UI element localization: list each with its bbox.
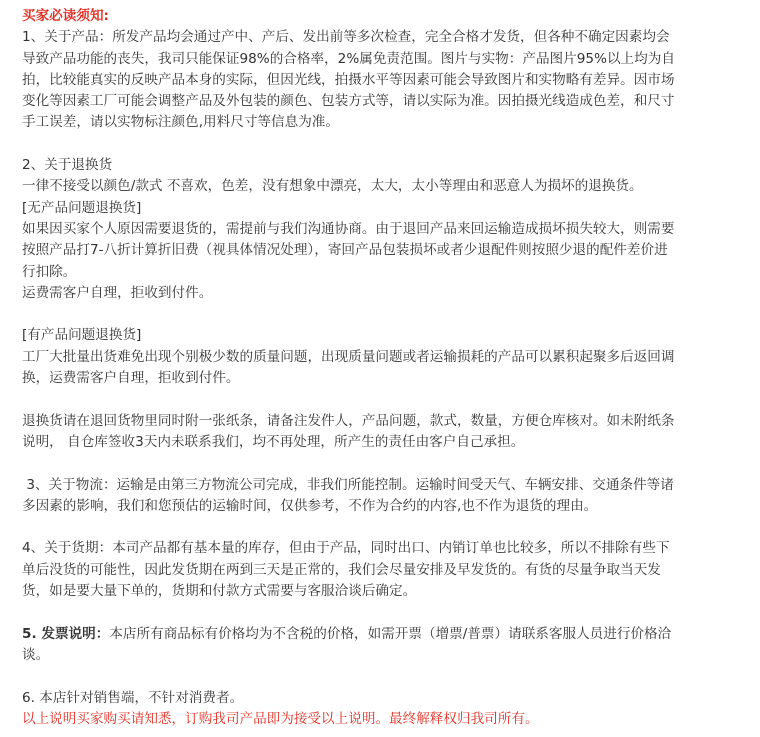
subsection-heading: [无产品问题退换货]: [22, 199, 142, 216]
section-heading: 2、关于退换货: [22, 157, 113, 174]
paragraph-line: 行扣除。: [22, 263, 77, 280]
paragraph-line: 按照产品打7-八折计算折旧费（视具体情况处理），寄回产品包装损坏或者少退配件则按照少退的配件差价进: [22, 242, 668, 259]
spacer: [22, 666, 746, 687]
paragraph-line: 3、关于物流：运输是由第三方物流公司完成，非我们所能控制。运输时间受天气、车辆安排、交通条件等诸: [22, 476, 674, 493]
paragraph-line: 如果因买家个人原因需要退货的，需提前与我们沟通协商。由于退回产品来回运输造成损坏损失较大，则需要: [22, 220, 675, 237]
paragraph-line: 运费需客户自理，拒收到付件。: [22, 284, 213, 301]
invoice-label: 5. 发票说明：: [22, 625, 110, 642]
paragraph-line: 手工误差，请以实物标注颜色,用料尺寸等信息为准。: [22, 114, 339, 131]
paragraph-line: 一律不接受以颜色/款式 不喜欢，色差，没有想象中漂亮，太大，太小等理由和恶意人为损坏的退换货。: [22, 178, 643, 195]
section-delivery-time: [22, 538, 746, 602]
paragraph-line: 货，如是要大量下单的，货期和付款方式需要与客服洽谈后确定。: [22, 583, 417, 600]
spacer: [22, 134, 746, 155]
sales-note: 6. 本店针对销售端，不针对消费者。: [22, 689, 244, 706]
paragraph-line: 换，运费需客户自理，拒收到付件。: [22, 370, 240, 387]
section-logistics: [22, 475, 746, 518]
subsection-heading: [有产品问题退换货]: [22, 327, 142, 344]
section-invoice: [22, 624, 746, 667]
spacer: [22, 304, 746, 325]
paragraph-line: 说明， 自仓库签收3天内未联系我们，均不再处理，所产生的责任由客户自己承担。: [22, 433, 525, 450]
section-returns: [22, 155, 746, 453]
paragraph-line: 变化等因素工厂可能会调整产品及外包装的颜色、包装方式等，请以实际为准。因拍摄光线造成色差，和尺寸: [22, 93, 675, 110]
paragraph-line: [22, 624, 746, 645]
paragraph-line: 导致产品功能的丧失，我司只能保证98%的合格率，2%属免责范围。图片与实物：产品图片95%以上均为自: [22, 50, 675, 67]
invoice-text: 本店所有商品标有价格均为不含税的价格，如需开票（增票/普票）请联系客服人员进行价格洽: [109, 625, 672, 642]
paragraph-line: 4、关于货期：本司产品都有基本量的库存，但由于产品，同时出口、内销订单也比较多，所以不排除有些下: [22, 540, 670, 557]
paragraph-line: 拍，比较能真实的反映产品本身的实际，但因光线，拍摄水平等因素可能会导致图片和实物略有差异。因市场: [22, 71, 675, 88]
notice-title: 买家必读须知:: [22, 8, 109, 24]
spacer: [22, 389, 746, 410]
spacer: [22, 602, 746, 623]
spacer: [22, 517, 746, 538]
paragraph-line: 工厂大批量出货难免出现个别极少数的质量问题，出现质量问题或者运输损耗的产品可以累积起聚多后返回调: [22, 348, 675, 365]
section-product: [22, 27, 746, 133]
spacer: [22, 453, 746, 474]
paragraph-line: 谈。: [22, 646, 50, 663]
footer-disclaimer: 以上说明买家购买请知悉，订购我司产品即为接受以上说明。最终解释权归我司所有。: [22, 710, 539, 727]
paragraph-line: 1、关于产品：所发产品均会通过产中、产后、发出前等多次检查，完全合格才发货，但各种不确定因素均会: [22, 29, 670, 46]
paragraph-line: 退换货请在退回货物里同时附一张纸条，请备注发件人，产品问题，款式，数量，方便仓库核对。如未附纸条: [22, 412, 675, 429]
paragraph-line: 单后没货的可能性，因此发货期在两到三天是正常的，我们会尽量安排及早发货的。有货的尽量争取当天发: [22, 561, 661, 578]
paragraph-line: 多因素的影响，我们和您预估的运输时间，仅供参考，不作为合约的内容,也不作为退货的理由。: [22, 497, 598, 514]
